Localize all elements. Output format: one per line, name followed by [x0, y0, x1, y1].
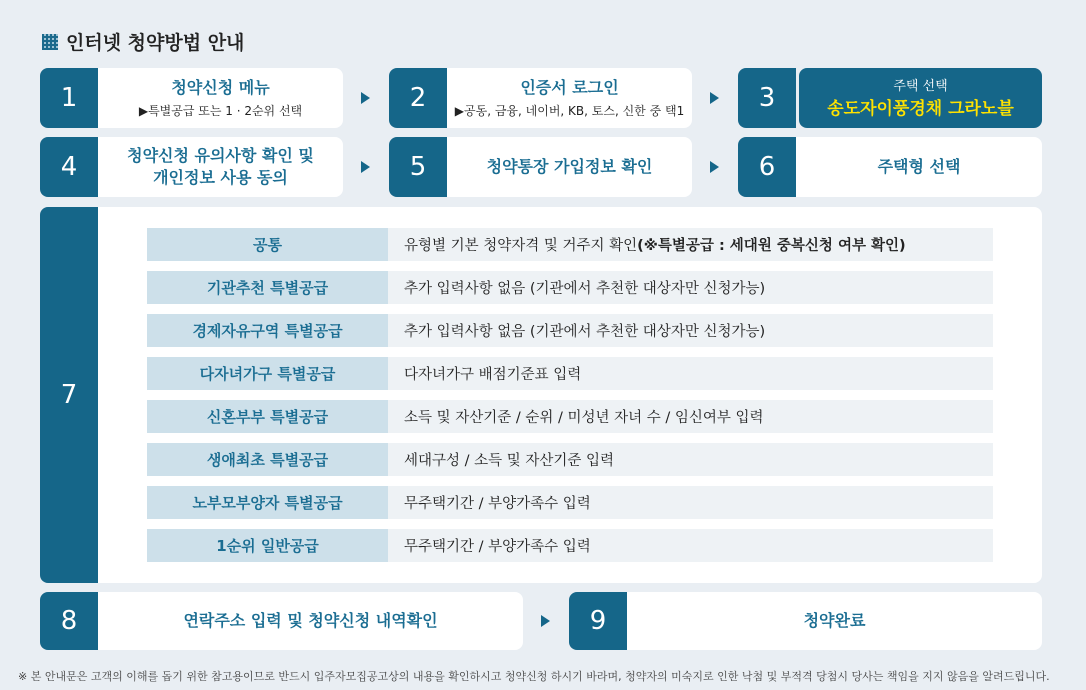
row-desc: 추가 입력사항 없음 (기관에서 추천한 대상자만 신청가능): [388, 314, 993, 347]
step-number-9: 9: [569, 592, 627, 650]
step-sub-1: ▶특별공급 또는 1 · 2순위 선택: [138, 104, 303, 119]
step-label-6: 주택형 선택: [877, 157, 961, 177]
step-box-8: [98, 592, 523, 650]
step-label-1: 청약신청 메뉴: [171, 77, 270, 97]
step-box-2: [447, 68, 692, 128]
row-label: 다자녀가구 특별공급: [147, 357, 388, 390]
table-row: [147, 400, 993, 433]
step-number-5: 5: [389, 137, 447, 197]
row-desc-bold: (※특별공급 : 세대원 중복신청 여부 확인): [637, 238, 906, 254]
step-number-2: 2: [389, 68, 447, 128]
row-label: 공통: [147, 228, 388, 261]
step-label-4-line1: 청약신청 유의사항 확인 및: [127, 146, 314, 166]
arrow-right-icon: [710, 92, 719, 104]
row-label: 신혼부부 특별공급: [147, 400, 388, 433]
step-box-9: [627, 592, 1042, 650]
step-sub-3: 주택 선택: [893, 79, 948, 95]
table-row: [147, 228, 993, 261]
row-desc: 소득 및 자산기준 / 순위 / 미성년 자녀 수 / 임신여부 입력: [388, 400, 993, 433]
step-label-3: 송도자이풍경채 그라노블: [827, 99, 1014, 120]
row-desc: 세대구성 / 소득 및 자산기준 입력: [388, 443, 993, 476]
table-row: [147, 443, 993, 476]
row-label: 생애최초 특별공급: [147, 443, 388, 476]
row-label: 기관추천 특별공급: [147, 271, 388, 304]
row-desc: [388, 228, 993, 261]
step-box-5: [447, 137, 692, 197]
arrow-right-icon: [541, 615, 550, 627]
step-number-1: 1: [40, 68, 98, 128]
step-box-7: [98, 207, 1042, 583]
step-number-4: 4: [40, 137, 98, 197]
step-box-1: [98, 68, 343, 128]
step-label-5: 청약통장 가입정보 확인: [486, 157, 653, 177]
step-number-3: 3: [738, 68, 796, 128]
row-label: 노부모부양자 특별공급: [147, 486, 388, 519]
step-sub-2: ▶공동, 금융, 네이버, KB, 토스, 신한 중 택1: [454, 104, 685, 119]
table-row: [147, 271, 993, 304]
row-desc: 다자녀가구 배점기준표 입력: [388, 357, 993, 390]
table-row: [147, 314, 993, 347]
arrow-right-icon: [361, 92, 370, 104]
step-label-9: 청약완료: [803, 611, 866, 631]
step-box-3: [799, 68, 1042, 128]
table-row: [147, 529, 993, 562]
step-box-4: [98, 137, 343, 197]
page-title-text: 인터넷 청약방법 안내: [66, 32, 245, 54]
row-desc-text: 유형별 기본 청약자격 및 거주지 확인: [404, 238, 638, 254]
row-label: 1순위 일반공급: [147, 529, 388, 562]
row-desc: 무주택기간 / 부양가족수 입력: [388, 486, 993, 519]
arrow-right-icon: [361, 161, 370, 173]
step-number-7: 7: [40, 207, 98, 583]
step-label-2: 인증서 로그인: [520, 77, 619, 97]
table-row: [147, 357, 993, 390]
row-desc: 무주택기간 / 부양가족수 입력: [388, 529, 993, 562]
row-desc: 추가 입력사항 없음 (기관에서 추천한 대상자만 신청가능): [388, 271, 993, 304]
page-title: [42, 28, 244, 55]
grid-icon: [42, 34, 58, 50]
step-number-8: 8: [40, 592, 98, 650]
step-label-8: 연락주소 입력 및 청약신청 내역확인: [183, 611, 438, 631]
step-number-6: 6: [738, 137, 796, 197]
row-label: 경제자유구역 특별공급: [147, 314, 388, 347]
step-box-6: [796, 137, 1042, 197]
arrow-right-icon: [710, 161, 719, 173]
footnote: ※ 본 안내문은 고객의 이해를 돕기 위한 참고용이므로 반드시 입주자모집공고상의 내용을 확인하시고 청약신청 하시기 바라며, 청약자의 미숙지로 인한 낙첨 및 부적격 당첨시 당사는 책임을 지지 않음을 알려드립니다.: [18, 670, 1050, 683]
step-label-4-line2: 개인정보 사용 동의: [153, 168, 288, 187]
table-row: [147, 486, 993, 519]
